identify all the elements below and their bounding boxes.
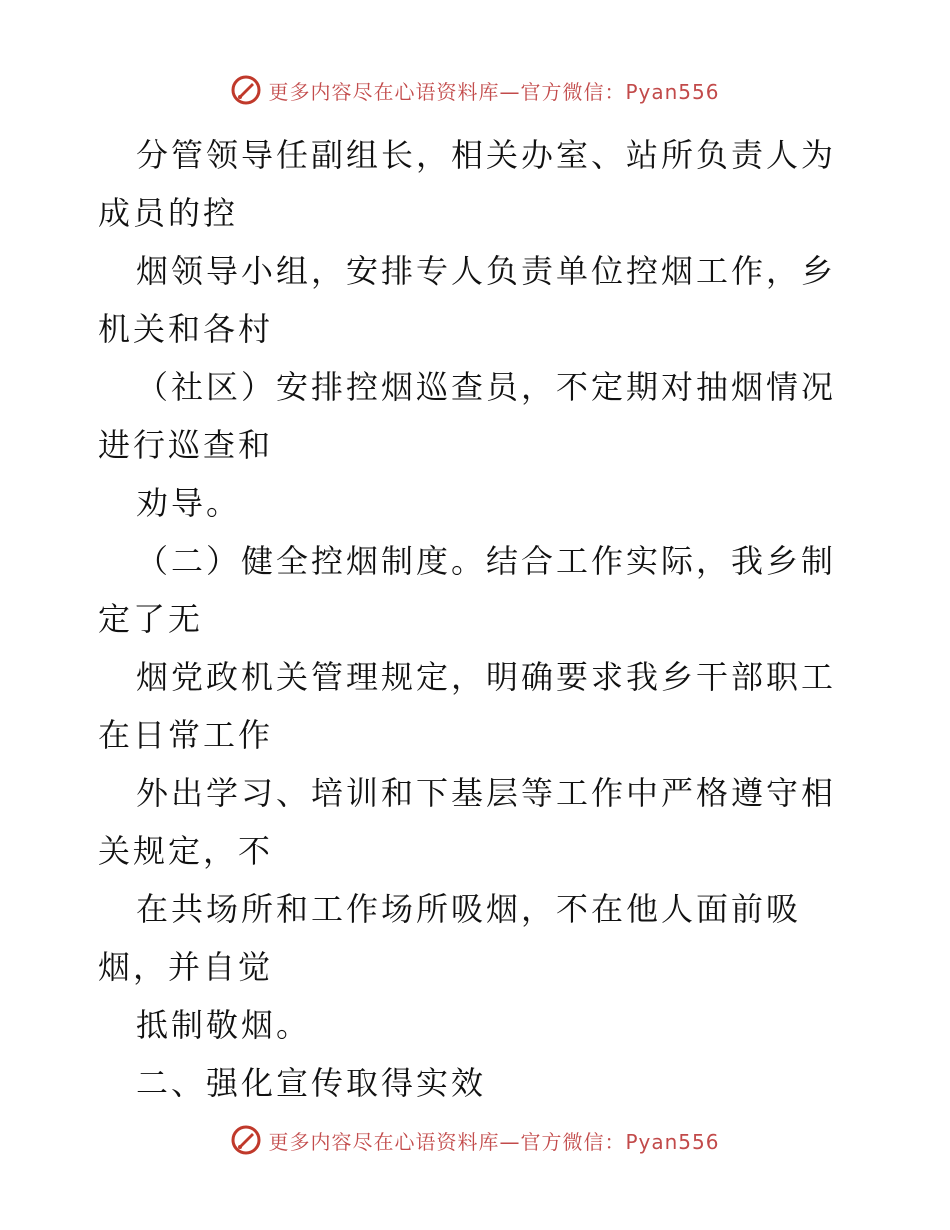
header-watermark	[0, 70, 950, 110]
watermark-text: 更多内容尽在心语资料库—官方微信：Pyan556	[268, 1129, 720, 1154]
paragraph: 外出学习、培训和下基层等工作中严格遵守相关规定，不	[98, 774, 837, 870]
paragraph: 烟领导小组，安排专人负责单位控烟工作，乡机关和各村	[98, 252, 837, 348]
brand-logo-icon	[230, 1124, 262, 1156]
document-body	[98, 126, 858, 1112]
section-heading: 二、强化宣传取得实效	[136, 1064, 487, 1102]
paragraph: 烟党政机关管理规定，明确要求我乡干部职工在日常工作	[98, 658, 837, 754]
watermark-text: 更多内容尽在心语资料库—官方微信：Pyan556	[268, 79, 720, 104]
paragraph: 分管领导任副组长，相关办室、站所负责人为成员的控	[98, 136, 837, 232]
footer-watermark	[0, 1120, 950, 1160]
brand-logo-icon	[230, 74, 262, 106]
paragraph: 在共场所和工作场所吸烟，不在他人面前吸烟，并自觉	[98, 890, 802, 986]
paragraph: （二）健全控烟制度。结合工作实际，我乡制定了无	[98, 542, 837, 638]
paragraph: 抵制敬烟。	[136, 1006, 312, 1044]
paragraph: （社区）安排控烟巡查员，不定期对抽烟情况进行巡查和	[98, 368, 837, 464]
paragraph: 劝导。	[136, 484, 242, 522]
